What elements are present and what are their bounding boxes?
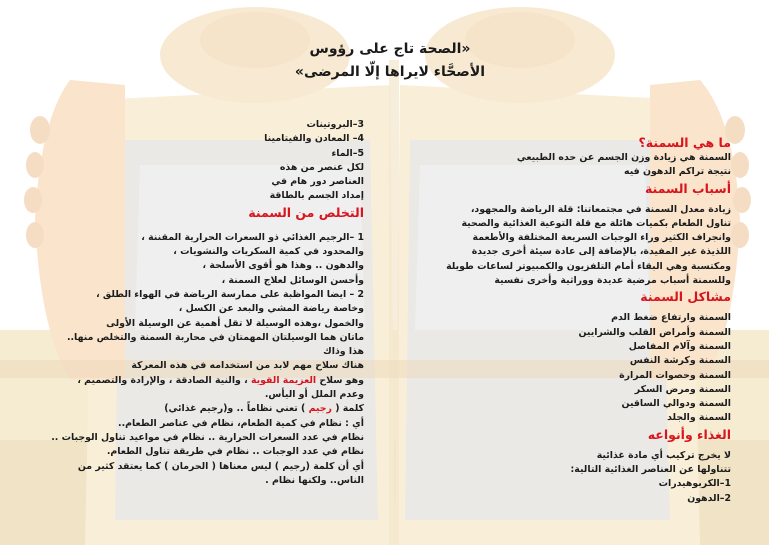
title-line-1: «الصحة تاج على رؤوس	[309, 41, 471, 57]
highlight-strong-will: العزيمة القوية	[250, 374, 317, 386]
list-item: السمنة وآلام المفاصل	[628, 340, 731, 352]
text-line: وخاصة رياضة المشي والبعد عن الكسل ،	[178, 303, 364, 315]
text-fragment: ، والنية الصادقة ، والإرادة والتصميم ،	[77, 374, 248, 386]
list-item: 4– المعادن والفيتامينا	[264, 133, 364, 145]
diet-word-line	[10, 402, 364, 416]
section-heading-food: الغذاء وأنواعه	[647, 426, 731, 442]
weapon-line	[10, 374, 364, 388]
text-line: 2 – ايضا المواظبة على ممارسة الرياضة في الهواء الطلق ،	[96, 288, 364, 300]
text-line: 1 –الرجيم الغذائي ذو السعرات الحرارية المقننة ،	[141, 231, 364, 243]
text-line: هناك سلاح مهم لابد من استخدامه في هذه المعركة	[131, 360, 364, 372]
section-heading-causes: أسباب السمنة	[644, 180, 731, 196]
list-item: 3–البروتينات	[306, 119, 364, 130]
list-item: السمنة وأمراض القلب والشرايين	[578, 326, 731, 338]
text-line: السمنة هي زيادة وزن الجسم عن حده الطبيعي	[516, 152, 731, 163]
page-title	[270, 38, 510, 84]
list-item: 5–الماء	[331, 147, 364, 159]
text-line: ومكتسبة وهي البقاء أمام التلفزيون والكمبيوتر لساعات طويلة	[446, 260, 731, 272]
text-line: وأحسن الوسائل لعلاج السمنة ،	[221, 274, 364, 286]
list-item: 1–الكربوهيدرات	[658, 478, 731, 490]
list-item: السمنة وحصوات المرارة	[619, 369, 731, 381]
text-line: زيادة معدل السمنة في مجتمعاتنا: قلة الرياضة والمجهود،	[470, 203, 731, 215]
text-line: لكل عنصر من هذه	[279, 161, 364, 173]
text-fragment: ) تعني نظاماً .. و(رجيم غذائي)	[164, 403, 306, 415]
section-heading-what: ما هي السمنة؟	[638, 135, 731, 150]
text-line: نظام في عدد السعرات الحرارية .. نظام في مواعيد تناول الوجبات ..	[51, 431, 364, 443]
text-fragment: وهو سلاح	[319, 374, 364, 386]
text-line: وانجراف الكثير وراء الوجبات السريعة المختلفة والأطعمة	[472, 232, 731, 244]
text-line: تتناولها عن العناصر الغذائية التالية:	[570, 464, 731, 476]
text-line: هذا وذاك	[323, 346, 364, 358]
list-item: السمنة ودوالي الساقين	[621, 398, 731, 410]
text-line: نظام في عدد الوجبات .. نظام في طريقة تناول الطعام.	[106, 446, 364, 458]
text-line: الناس.. ولكنها نظام .	[265, 474, 364, 486]
text-line: إمداد الجسم بالطاقة	[269, 190, 364, 202]
text-line: وعدم الملل أو اليأس.	[264, 389, 364, 401]
left-column	[10, 118, 364, 488]
title-line-2: الأصحَّاء لايراها إلّا المرضى»	[294, 64, 486, 80]
text-line: والمحدود في كمية السكريات والنشويات ،	[173, 246, 364, 258]
text-line: نتيجة تراكم الدهون فيه	[624, 166, 731, 178]
text-line: أي أن كلمة (رجيم ) ليس معناها ( الحرمان ) كما يعتقد كثير من	[77, 460, 364, 472]
list-item: 2–الدهون	[687, 492, 731, 504]
list-item: السمنة ومرض السكر	[634, 383, 731, 395]
right-column	[413, 134, 731, 506]
highlight-diet: رجيم	[308, 403, 332, 415]
list-item: السمنة وارتفاع ضغط الدم	[611, 312, 731, 324]
section-heading-problems: مشاكل السمنة	[640, 289, 731, 305]
text-line: اللذيذة غير المفيدة، بالإضافة إلى عادة سيئة أخرى جديدة	[471, 246, 731, 258]
text-line: أي : نظام في كمية الطعام، نظام في عناصر الطعام..	[118, 417, 364, 429]
text-fragment: كلمة (	[335, 403, 364, 415]
text-line: العناصر دور هام في	[271, 176, 364, 188]
section-heading-get-rid: التخلص من السمنة	[248, 204, 364, 220]
text-line: لا يخرج تركيب أي مادة غذائية	[596, 449, 731, 461]
list-item: السمنة والجلد	[667, 412, 731, 424]
text-line: ماتان هما الوسيلتان المهمتان في محاربة السمنة والتخلص منها..	[66, 331, 364, 343]
text-line: وللسمنة أسباب مرضية عديدة ووراثية وأخرى نفسية	[494, 275, 731, 287]
text-line: والخمول ،وهذه الوسيلة لا تقل أهمية عن الوسيلة الأولى	[106, 317, 364, 329]
text-line: والدهون .. وهذا هو أقوى الأسلحة ،	[202, 260, 364, 272]
list-item: السمنة وكرشة النفس	[629, 355, 731, 367]
text-line: تناول الطعام بكميات هائلة مع قلة التوعية الغذائية والصحية	[461, 217, 731, 229]
